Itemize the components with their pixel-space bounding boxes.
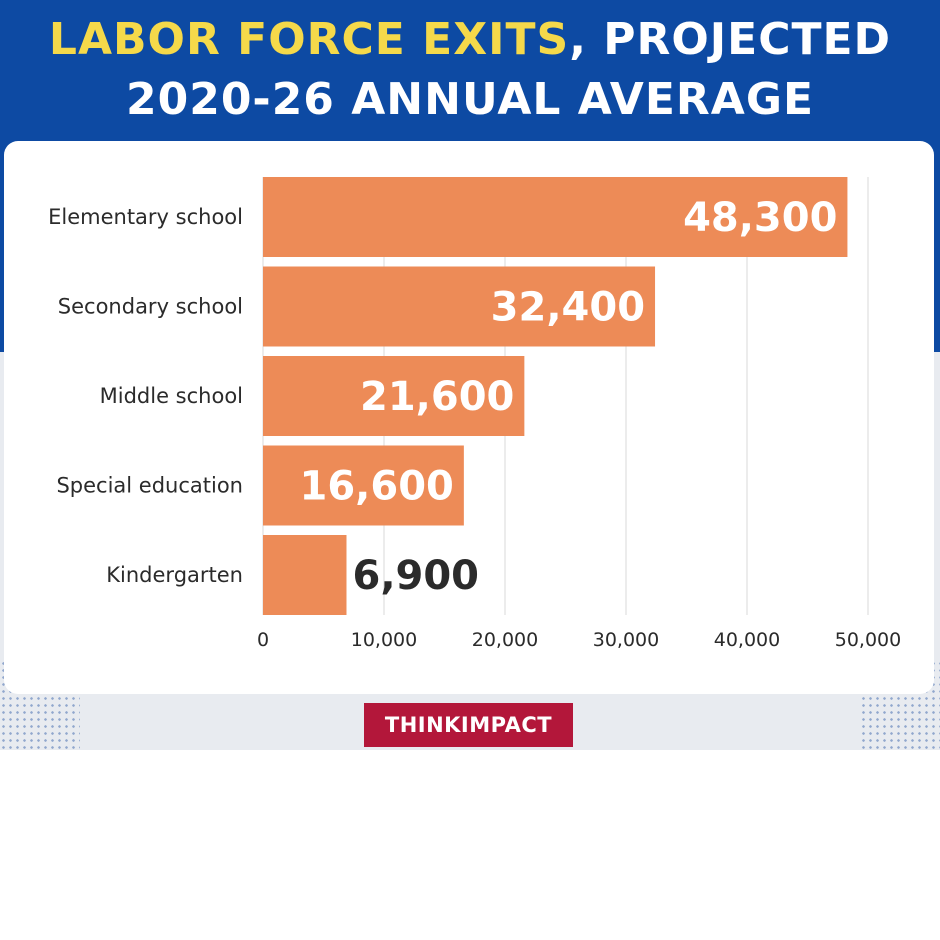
category-labels [48, 205, 243, 587]
value-label: 16,600 [299, 463, 454, 510]
category-label: Secondary school [57, 294, 243, 319]
category-label: Middle school [99, 384, 243, 408]
x-tick-label: 10,000 [350, 629, 418, 651]
x-axis-ticks [257, 629, 901, 651]
category-label: Kindergarten [106, 563, 243, 587]
title-rest: , PROJECTED [569, 14, 892, 65]
title-accent: LABOR FORCE EXITS [48, 14, 570, 65]
category-label: Special education [56, 473, 243, 498]
value-label: 6,900 [352, 553, 480, 599]
value-label: 48,300 [683, 195, 838, 241]
x-tick-label: 30,000 [592, 629, 660, 651]
bar [263, 535, 346, 615]
value-label: 32,400 [490, 284, 646, 331]
x-tick-label: 0 [256, 629, 270, 651]
title-line-2: 2020-26 ANNUAL AVERAGE [125, 74, 815, 125]
thinkimpact-logo: THINKIMPACT [364, 703, 573, 747]
category-label: Elementary school [48, 205, 243, 229]
bars [263, 177, 847, 615]
value-label: 21,600 [360, 374, 515, 420]
x-tick-label: 50,000 [834, 629, 902, 651]
x-tick-label: 20,000 [471, 629, 539, 651]
x-tick-label: 40,000 [713, 629, 781, 651]
